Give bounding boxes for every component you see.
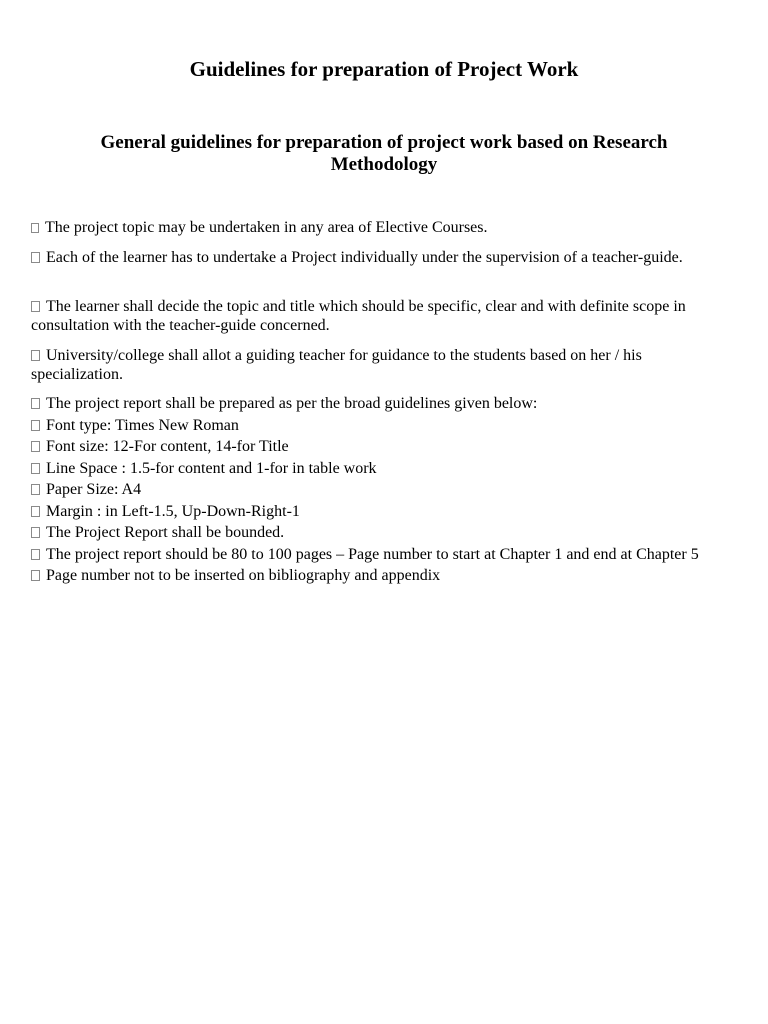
list-item: Font type: Times New Roman xyxy=(31,416,731,435)
paragraph-text: The project topic may be undertaken in any area of Elective Courses. xyxy=(45,219,488,236)
box-glyph-icon xyxy=(31,350,40,361)
box-glyph-icon xyxy=(31,420,40,431)
list-item: Margin : in Left-1.5, Up-Down-Right-1 xyxy=(31,502,731,521)
box-glyph-icon xyxy=(31,506,40,517)
box-glyph-icon xyxy=(31,252,40,263)
list-item: Font size: 12-For content, 14-for Title xyxy=(31,437,731,456)
list-item: The project report shall be prepared as per the broad guidelines given below: xyxy=(31,394,731,413)
paragraph-topic-title xyxy=(31,297,731,335)
paragraph-elective-courses xyxy=(31,218,731,237)
box-glyph-icon xyxy=(31,441,40,452)
paragraph-guiding-teacher xyxy=(31,346,731,384)
list-item: Paper Size: A4 xyxy=(31,480,731,499)
paragraph-text: University/college shall allot a guiding teacher for guidance to the students based on her / his specialization. xyxy=(31,347,642,383)
list-item: The Project Report shall be bounded. xyxy=(31,523,731,542)
paragraph-individual-project xyxy=(31,248,731,267)
box-glyph-icon xyxy=(31,549,40,560)
box-glyph-icon xyxy=(31,570,40,581)
paragraph-text: Each of the learner has to undertake a Project individually under the supervision of a teacher-guide. xyxy=(46,249,683,266)
list-item: Line Space : 1.5-for content and 1-for in table work xyxy=(31,459,731,478)
list-item: The project report should be 80 to 100 pages – Page number to start at Chapter 1 and end at Chapter 5 xyxy=(31,545,731,564)
box-glyph-icon xyxy=(31,463,40,474)
document-title: Guidelines for preparation of Project Work xyxy=(189,57,579,81)
box-glyph-icon xyxy=(31,223,39,233)
box-glyph-icon xyxy=(31,484,40,495)
box-glyph-icon xyxy=(31,527,40,538)
box-glyph-icon xyxy=(31,398,40,409)
box-glyph-icon xyxy=(31,301,40,312)
paragraph-text: The learner shall decide the topic and title which should be specific, clear and with definite scope in consultation with the teacher-guide concerned. xyxy=(31,298,686,334)
list-item: Page number not to be inserted on bibliography and appendix xyxy=(31,566,731,585)
formatting-guidelines-list xyxy=(31,394,731,588)
document-subtitle: General guidelines for preparation of project work based on Research Methodology xyxy=(100,132,668,175)
